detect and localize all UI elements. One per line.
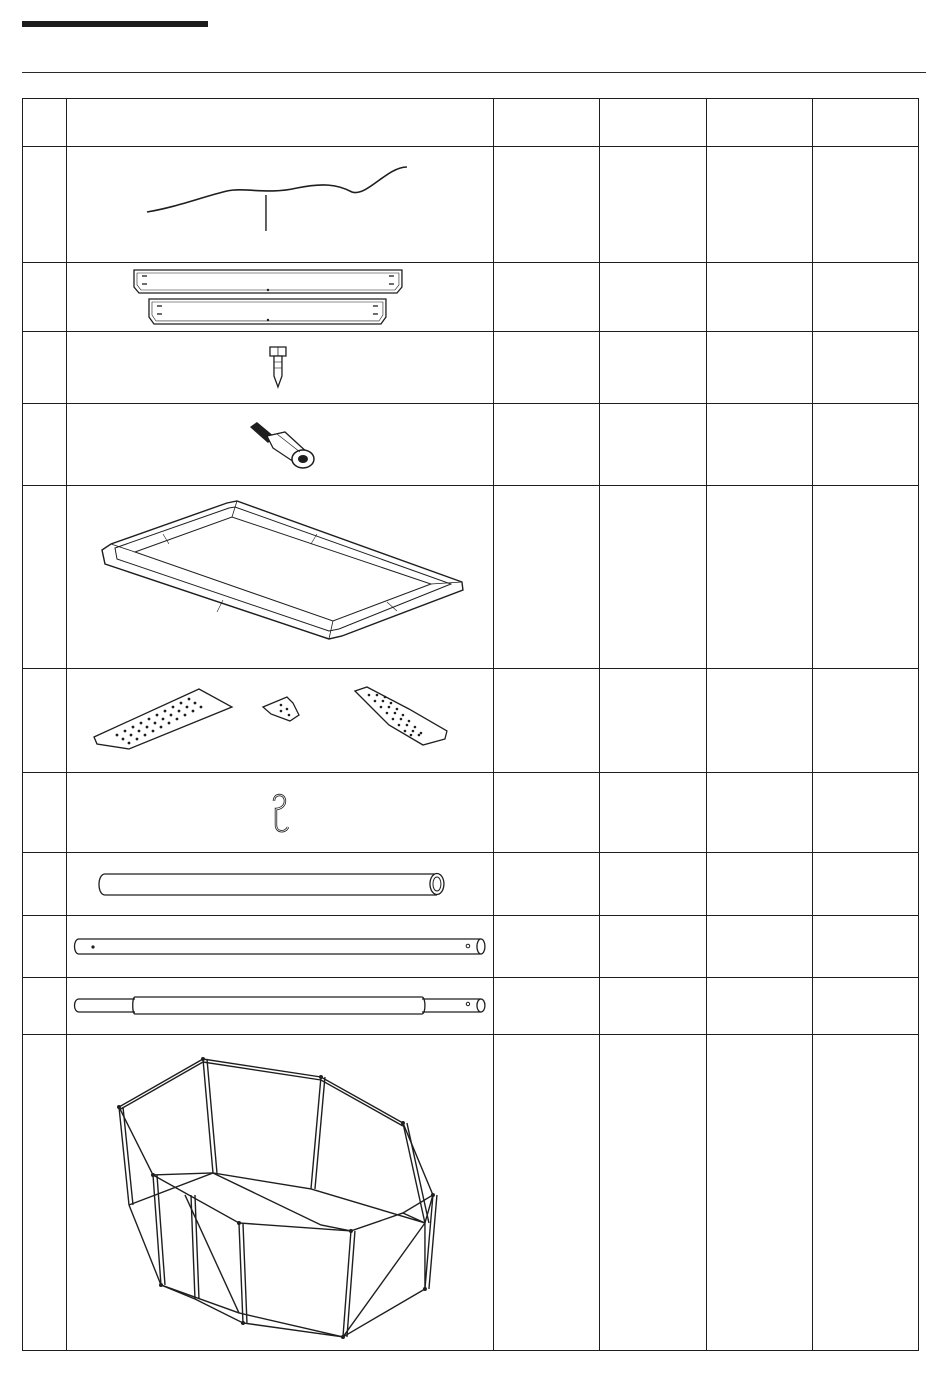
- cell-col-2: [600, 262, 706, 331]
- cell-col-4: [812, 852, 918, 915]
- cell-col-1: [494, 485, 600, 668]
- cell-col-2: [600, 485, 706, 668]
- part-image-cell: [67, 977, 494, 1034]
- brackets-illustration: [67, 669, 493, 772]
- table-row: [23, 915, 919, 977]
- cell-col-3: [706, 331, 812, 403]
- cell-col-3: [706, 485, 812, 668]
- cell-col-4: [812, 668, 918, 772]
- part-image-cell: [67, 772, 494, 852]
- parts-table: [22, 98, 919, 1351]
- short-tube-illustration: [67, 853, 493, 915]
- part-image-cell: [67, 403, 494, 485]
- part-image-cell: [67, 1034, 494, 1350]
- cell-col-2: [600, 977, 706, 1034]
- cell-col-4: [812, 977, 918, 1034]
- cell-col-3: [706, 403, 812, 485]
- cell-col-1: [494, 772, 600, 852]
- cell-col-3: [706, 1034, 812, 1350]
- header-col-3: [706, 99, 812, 147]
- cell-col-3: [706, 668, 812, 772]
- part-image-cell: [67, 485, 494, 668]
- cell-col-1: [494, 403, 600, 485]
- cell-col-1: [494, 977, 600, 1034]
- cell-col-1: [494, 668, 600, 772]
- row-number: [23, 262, 67, 331]
- row-number: [23, 977, 67, 1034]
- header-no: [23, 99, 67, 147]
- cell-col-1: [494, 262, 600, 331]
- part-image-cell: [67, 331, 494, 403]
- row-number: [23, 331, 67, 403]
- table-header-row: [23, 99, 919, 147]
- cell-col-1: [494, 915, 600, 977]
- part-image-cell: [67, 852, 494, 915]
- table-row: [23, 485, 919, 668]
- row-number: [23, 668, 67, 772]
- row-number: [23, 147, 67, 263]
- cell-col-4: [812, 331, 918, 403]
- header-divider: [22, 72, 926, 73]
- cell-col-2: [600, 915, 706, 977]
- cell-col-2: [600, 403, 706, 485]
- row-number: [23, 403, 67, 485]
- table-row: [23, 403, 919, 485]
- cell-col-4: [812, 262, 918, 331]
- row-number: [23, 772, 67, 852]
- row-number: [23, 852, 67, 915]
- cell-col-2: [600, 668, 706, 772]
- table-row: [23, 977, 919, 1034]
- table-row: [23, 331, 919, 403]
- cell-col-4: [812, 485, 918, 668]
- cell-col-4: [812, 403, 918, 485]
- socket-bit-illustration: [67, 404, 493, 485]
- enclosure-frame-illustration: [67, 1035, 493, 1350]
- screw-illustration: [67, 332, 493, 403]
- table-row: [23, 262, 919, 331]
- swaged-tube-illustration: [67, 978, 493, 1034]
- cell-col-3: [706, 852, 812, 915]
- row-number: [23, 1034, 67, 1350]
- cell-col-4: [812, 147, 918, 263]
- header-col-2: [600, 99, 706, 147]
- cell-col-3: [706, 915, 812, 977]
- row-number: [23, 915, 67, 977]
- table-row: [23, 147, 919, 263]
- cell-col-4: [812, 915, 918, 977]
- part-image-cell: [67, 668, 494, 772]
- part-image-cell: [67, 147, 494, 263]
- header-bar: [22, 21, 208, 27]
- cell-col-2: [600, 331, 706, 403]
- row-number: [23, 485, 67, 668]
- cell-col-1: [494, 852, 600, 915]
- cell-col-4: [812, 1034, 918, 1350]
- cell-col-1: [494, 1034, 600, 1350]
- long-tube-illustration: [67, 916, 493, 977]
- table-row: [23, 772, 919, 852]
- header-col-4: [812, 99, 918, 147]
- table-row: [23, 668, 919, 772]
- plates-illustration: [67, 263, 493, 331]
- table-row: [23, 852, 919, 915]
- table-row: [23, 1034, 919, 1350]
- cell-col-2: [600, 852, 706, 915]
- frame-pad-illustration: [67, 486, 493, 668]
- cable-illustration: [67, 147, 493, 262]
- cell-col-4: [812, 772, 918, 852]
- cell-col-2: [600, 1034, 706, 1350]
- cell-col-1: [494, 147, 600, 263]
- header-part: [67, 99, 494, 147]
- part-image-cell: [67, 915, 494, 977]
- cell-col-3: [706, 262, 812, 331]
- cell-col-2: [600, 147, 706, 263]
- cell-col-3: [706, 977, 812, 1034]
- cell-col-1: [494, 331, 600, 403]
- header-col-1: [494, 99, 600, 147]
- cell-col-3: [706, 147, 812, 263]
- cell-col-3: [706, 772, 812, 852]
- s-hook-illustration: [67, 773, 493, 852]
- part-image-cell: [67, 262, 494, 331]
- cell-col-2: [600, 772, 706, 852]
